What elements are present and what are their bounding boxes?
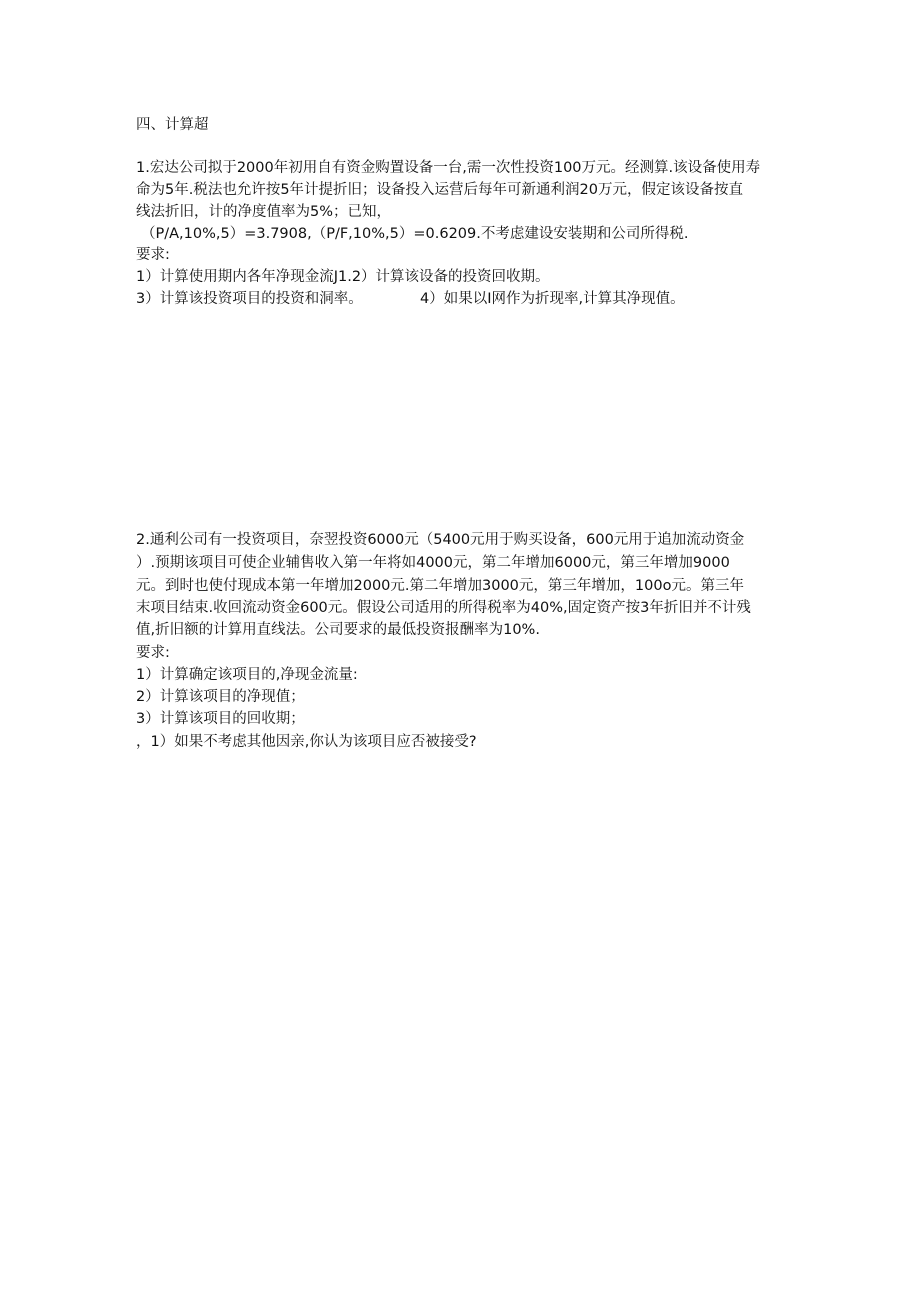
problem-2-line: ）.预期该项目可使企业辅售收入第一年将如4000元，第二年增加6000元，第三年增加9000 xyxy=(136,555,730,571)
problem-2-requirement: 2）计算该项目的净现值； xyxy=(136,689,305,705)
problem-1-requirements-label: 要求: xyxy=(136,247,170,263)
problem-2-requirement: 1）计算确定该项目的,净现金流量: xyxy=(136,667,358,683)
problem-2-requirements-label: 要求: xyxy=(136,645,170,661)
problem-2-line: 末项目结束.收回流动资金600元。假设公司适用的所得税率为40%,固定资产按3年折旧并不计残 xyxy=(136,600,751,616)
problem-1-formula-line: （P/A,10%,5）=3.7908,（P/F,10%,5）=0.6209.不考虑建设安装期和公司所得税. xyxy=(141,226,689,242)
problem-1-line: 1.宏达公司拟于2000年初用自有资金购置设备一台,需一次性投资100万元。经测算.该设备使用寿 xyxy=(136,160,761,176)
problem-1-requirement: 1）计算使用期内各年净现金流J1.2）计算该设备的投资回收期。 xyxy=(136,269,550,285)
problem-2-requirement: ，1）如果不考虑其他因亲,你认为该项目应否被接受? xyxy=(136,734,477,750)
problem-2-requirement: 3）计算该项目的回收期； xyxy=(136,711,305,727)
problem-1-line: 线法折旧，计的净度值率为5%；已知， xyxy=(136,204,392,220)
problem-1-requirement: 4）如果以I网作为折现率,计算其净现值。 xyxy=(420,291,685,307)
problem-1-requirement: 3）计算该投资项目的投资和洞率。 xyxy=(136,291,363,307)
problem-2-line: 值,折旧额的计算用直线法。公司要求的最低投资报酬率为10%. xyxy=(136,622,540,638)
problem-2-line: 2.通利公司有一投资项目，奈翌投资6000元（5400元用于购买设备，600元用于追加流动资金 xyxy=(136,532,745,548)
problem-2-line: 元。到时也使付现成本第一年增加2000元.第二年增加3000元，第三年增加，100o元。第三年 xyxy=(136,578,744,594)
section-heading: 四、计算超 xyxy=(136,117,209,133)
problem-1-line: 命为5年.税法也允许按5年计提折旧；设备投入运营后每年可新通利润20万元，假定该设备按直 xyxy=(136,182,744,198)
